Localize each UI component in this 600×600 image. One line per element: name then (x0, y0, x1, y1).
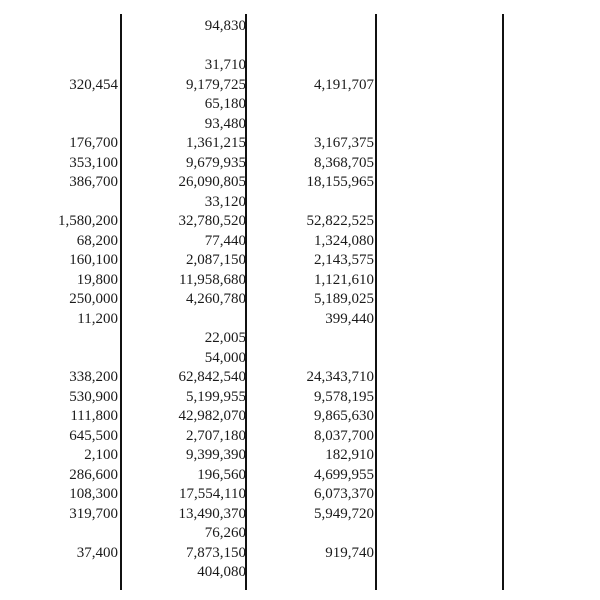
table-cell-col2: 33,120 (204, 193, 246, 210)
table-cell-col2: 9,679,935 (186, 154, 246, 171)
table-row (0, 426, 600, 446)
table-row (0, 114, 600, 134)
table-cell-col3: 399,440 (325, 310, 374, 327)
table-cell-col3: 52,822,525 (306, 213, 374, 229)
table-row (0, 172, 600, 192)
table-cell-col1: 286,600 (69, 466, 118, 483)
table-cell-col1: 645,500 (69, 427, 118, 444)
table-row (0, 36, 600, 56)
table-row (0, 250, 600, 270)
table-cell-col2: 22,005 (204, 330, 246, 346)
table-cell-col1: 11,200 (77, 310, 118, 327)
table-cell-col3: 3,167,375 (314, 135, 374, 151)
table-row (0, 562, 600, 582)
table-cell-col1: 319,700 (69, 505, 118, 522)
table-cell-col1: 37,400 (76, 544, 118, 561)
table-cell-col3 (260, 562, 374, 582)
table-cell-col3 (260, 328, 374, 348)
table-row (0, 328, 600, 348)
table-cell-col3: 2,143,575 (314, 252, 374, 268)
table-cell-col2: 77,440 (204, 232, 246, 249)
table-cell-col1 (20, 348, 118, 368)
table-row (0, 289, 600, 309)
table-row (0, 153, 600, 173)
table-row (0, 504, 600, 524)
table-cell-col1: 160,100 (69, 252, 118, 268)
table-cell-col1: 320,454 (69, 76, 118, 93)
table-row (0, 309, 600, 329)
table-cell-col2 (130, 309, 246, 329)
table-cell-col3: 6,073,370 (314, 486, 374, 502)
table-cell-col3 (260, 192, 374, 212)
table-cell-col1: 68,200 (76, 232, 118, 249)
table-cell-col2 (130, 36, 246, 56)
table-cell-col2: 2,707,180 (186, 427, 246, 444)
table-cell-col3: 182,910 (325, 447, 374, 463)
table-cell-col3: 9,865,630 (314, 408, 374, 424)
table-cell-col2: 2,087,150 (186, 252, 246, 268)
table-cell-col3 (260, 94, 374, 114)
table-row (0, 348, 600, 368)
table-cell-col2: 13,490,370 (178, 505, 246, 522)
table-cell-col2: 1,361,215 (186, 135, 246, 151)
table-cell-col3: 24,343,710 (306, 369, 374, 385)
table-cell-col1: 108,300 (69, 486, 118, 502)
table-cell-col1: 250,000 (69, 291, 118, 307)
table-cell-col2: 17,554,110 (179, 486, 246, 502)
table-cell-col2: 42,982,070 (178, 408, 246, 424)
table-cell-col1 (20, 16, 118, 36)
table-cell-col2: 94,830 (204, 18, 246, 34)
table-cell-col2: 7,873,150 (186, 544, 246, 561)
table-cell-col3: 1,324,080 (314, 232, 374, 249)
table-cell-col3 (260, 114, 374, 134)
table-cell-col2: 196,560 (197, 466, 246, 483)
table-cell-col1: 176,700 (69, 135, 118, 151)
table-row (0, 55, 600, 75)
table-cell-col3 (260, 55, 374, 75)
table-cell-col2: 32,780,520 (178, 213, 246, 229)
table-cell-col3 (260, 16, 374, 36)
table-cell-col2: 65,180 (204, 96, 246, 112)
table-cell-col3: 4,191,707 (314, 76, 374, 93)
table-row (0, 543, 600, 563)
table-cell-col1 (20, 94, 118, 114)
table-cell-col3 (260, 348, 374, 368)
table-cell-col1 (20, 55, 118, 75)
table-row (0, 94, 600, 114)
table-cell-col2: 76,260 (204, 525, 246, 541)
table-cell-col1: 338,200 (69, 369, 118, 385)
table-cell-col2: 54,000 (204, 349, 246, 366)
table-row (0, 211, 600, 231)
table-row (0, 231, 600, 251)
table-cell-col1 (20, 36, 118, 56)
table-cell-col1 (20, 328, 118, 348)
table-cell-col3: 8,037,700 (314, 427, 374, 444)
table-cell-col2: 9,399,390 (186, 447, 246, 463)
table-cell-col2: 62,842,540 (178, 369, 246, 385)
table-cell-col1: 2,100 (84, 447, 118, 463)
table-cell-col1: 111,800 (70, 408, 118, 424)
table-cell-col1 (20, 192, 118, 212)
table-cell-col3: 919,740 (325, 544, 374, 561)
table-cell-col3: 1,121,610 (314, 271, 374, 288)
table-cell-col3: 4,699,955 (314, 466, 374, 483)
table-cell-col3 (260, 523, 374, 543)
table-cell-col3: 5,189,025 (314, 291, 374, 307)
table-cell-col1 (20, 114, 118, 134)
table-cell-col3 (260, 36, 374, 56)
table-cell-col2: 26,090,805 (178, 174, 246, 190)
table-cell-col1: 530,900 (69, 388, 118, 405)
table-row (0, 387, 600, 407)
table-row (0, 367, 600, 387)
table-cell-col2: 4,260,780 (186, 291, 246, 307)
table-cell-col2: 31,710 (204, 57, 246, 73)
table-row (0, 406, 600, 426)
table-cell-col3: 18,155,965 (306, 174, 374, 190)
table-row (0, 445, 600, 465)
table-cell-col3: 9,578,195 (314, 388, 374, 405)
table-cell-col2: 404,080 (197, 564, 246, 580)
table-cell-col1: 386,700 (69, 174, 118, 190)
table-cell-col1 (20, 523, 118, 543)
table-row (0, 133, 600, 153)
table-cell-col2: 93,480 (204, 115, 246, 132)
table-row (0, 16, 600, 36)
table-cell-col1: 19,800 (76, 271, 118, 288)
table-cell-col3: 5,949,720 (314, 505, 374, 522)
table-cell-col1: 1,580,200 (58, 213, 118, 229)
table-row (0, 465, 600, 485)
table-cell-col2: 9,179,725 (186, 76, 246, 93)
table-row (0, 523, 600, 543)
table-row (0, 270, 600, 290)
table-cell-col1: 353,100 (69, 154, 118, 171)
table-row (0, 484, 600, 504)
table-cell-col1 (20, 562, 118, 582)
table-cell-col3: 8,368,705 (314, 154, 374, 171)
table-cell-col2: 5,199,955 (186, 388, 246, 405)
table-cell-col2: 11,958,680 (179, 271, 246, 288)
table-row (0, 75, 600, 95)
table-row (0, 192, 600, 212)
